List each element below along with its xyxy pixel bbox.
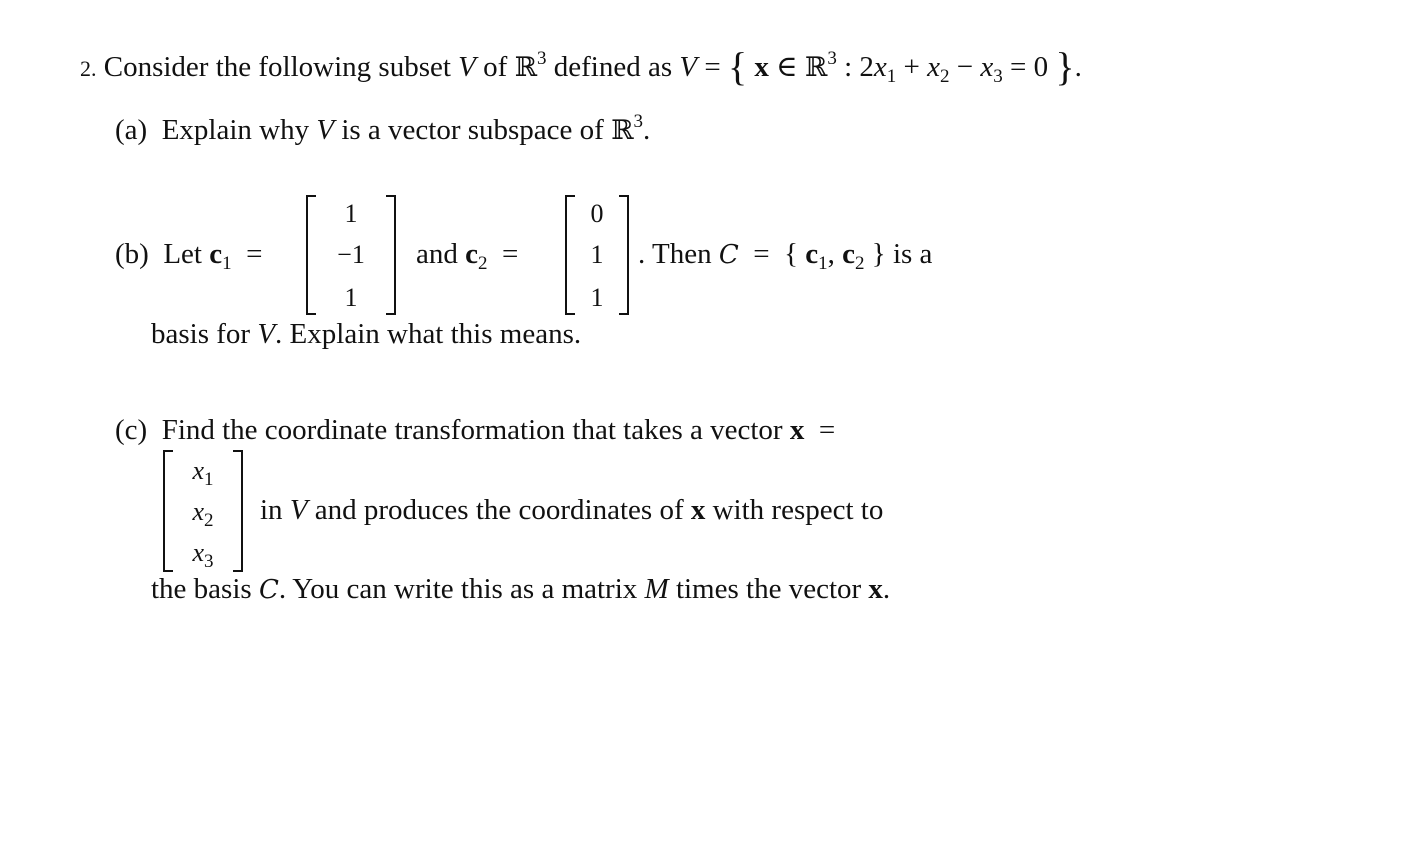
part-b-then: . Then C = { $c_1$, $c_2$ } is a — [638, 238, 933, 274]
right-brace: } — [1055, 44, 1075, 89]
part-c-line2: in V and produces the coordinates of x with respect to — [260, 494, 884, 526]
part-b-line2: basis for V. Explain what this means. — [151, 318, 582, 350]
set-name: V — [458, 51, 476, 83]
matrix-x: $x_1$ $x_2$ $x_3$ — [163, 450, 243, 572]
problem-intro: Consider the following subset — [103, 51, 451, 83]
problem-number: 2. — [80, 56, 97, 81]
part-a: (a) Explain why V is a vector subspace of ℝ$^3$. — [115, 111, 651, 146]
part-b-line1-start: (b) Let $c_1$ = — [115, 238, 263, 274]
part-b-and: and $c_2$ = — [416, 238, 519, 274]
matrix-c2: 0 1 1 — [565, 195, 629, 315]
part-b-label: (b) — [115, 238, 149, 270]
left-brace: { — [727, 44, 748, 89]
problem-statement: 2. Consider the following subset V of ℝ$^3$ defined as V = { x ∈ ℝ$^3$ : $2x_1 + x_2 - x_3 = 0$ }. — [80, 44, 1082, 89]
part-c-label: (c) — [115, 414, 148, 446]
matrix-c1: 1 −1 1 — [306, 195, 396, 315]
part-c-line1: (c) Find the coordinate transformation that takes a vector x = — [115, 414, 836, 446]
part-c-line3: the basis C. You can write this as a matrix M times the vector x. — [151, 573, 891, 605]
reals-symbol: ℝ — [514, 52, 538, 83]
part-a-label: (a) — [115, 114, 148, 146]
